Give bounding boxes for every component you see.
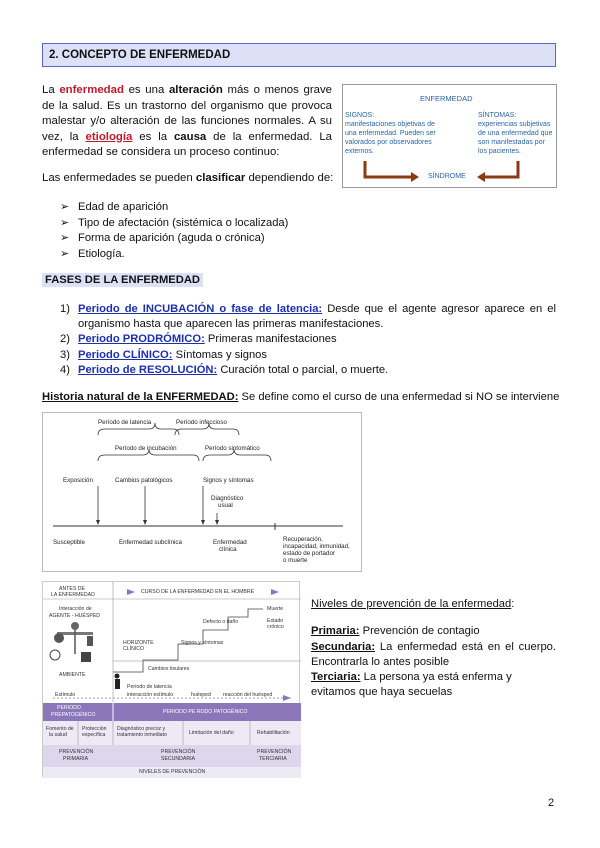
label-exposicion: Exposición	[63, 477, 93, 484]
label-curso: CURSO DE LA ENFERMEDAD EN EL HOMBRE	[141, 589, 255, 595]
label-antes: ANTES DE	[59, 586, 85, 592]
sintomas-line: son manifestadas por	[478, 139, 545, 146]
person-icon	[115, 679, 120, 689]
left-arrowhead	[411, 172, 419, 182]
historia-sentence	[42, 391, 559, 403]
phase-term: Periodo PRODRÓMICO:	[78, 333, 205, 346]
person-icon	[115, 674, 120, 679]
label-susceptible: Susceptible	[53, 539, 85, 546]
primaria-term: Primaria:	[311, 625, 360, 638]
enf-title: ENFERMEDAD	[420, 94, 473, 103]
label-ambiente: AMBIENTE	[59, 672, 86, 678]
page-number: 2	[548, 797, 555, 809]
phase-desc: Curación total o parcial, o muerte.	[217, 363, 389, 376]
bullet-marker: ➢	[60, 216, 70, 229]
historia-term: Historia natural de la ENFERMEDAD:	[42, 391, 239, 403]
classify-text: dependiendo de:	[245, 172, 334, 184]
phase-desc: Primeras manifestaciones	[204, 333, 337, 346]
prevention-terciaria	[311, 670, 556, 701]
label-diagprecoz: Diagnóstico precoz y	[117, 726, 166, 732]
label-sintomatico: Período sintomático	[205, 445, 260, 452]
label-prev-secundaria: SECUNDARIA	[161, 756, 196, 762]
natural-history-diagram	[42, 412, 362, 572]
label-estado: crónico	[267, 624, 284, 630]
phase-number: 2)	[60, 333, 70, 346]
arrowhead	[201, 520, 205, 525]
label-subclinica: Enfermedad subclínica	[119, 539, 182, 546]
label-latencia: Período de latencia	[98, 419, 152, 426]
scale-top	[71, 622, 79, 630]
bullet-marker: ➢	[60, 201, 70, 213]
label-proteccion: específica	[82, 732, 106, 738]
niveles-heading	[311, 597, 556, 612]
phase-item	[60, 302, 556, 332]
list-item	[60, 247, 288, 263]
label-clinica: clínica	[219, 546, 237, 553]
label-prev-secundaria: PREVENCIÓN	[161, 749, 196, 755]
phase-number: 3)	[60, 348, 70, 361]
bullet-marker: ➢	[60, 232, 70, 244]
phase-text	[78, 332, 337, 347]
label-fomento: la salud	[49, 732, 67, 738]
sintomas-line: experiencias subjetivas	[478, 121, 551, 128]
label-agente: AGENTE - HUÉSPED	[49, 613, 101, 619]
label-cambios: Cambios patológicos	[115, 477, 173, 484]
sindrome-label: SÍNDROME	[428, 173, 466, 180]
label-recuperacion: Recuperación,	[283, 536, 323, 543]
label-signos: Signos y síntomas	[181, 640, 224, 646]
enfermedad-diagram	[342, 84, 557, 188]
right-arrow	[485, 161, 518, 177]
label-infeccioso: Período infeccioso	[176, 419, 227, 426]
section-title: 2. CONCEPTO DE ENFERMEDAD	[42, 43, 556, 67]
term-alteracion: alteración	[168, 84, 223, 96]
sintomas-line: los pacientes.	[478, 148, 521, 155]
list-item-text: Edad de aparición	[78, 201, 169, 213]
label-defecto: Defecto o daño	[203, 619, 239, 625]
prevention-levels-text	[311, 597, 556, 701]
label-diagnostico: usual	[218, 502, 233, 509]
signos-line: una enfermedad. Pueden ser	[345, 130, 436, 137]
phase-item	[60, 348, 556, 363]
label-estado: Estado	[267, 618, 284, 624]
intro-text: es una	[123, 84, 169, 96]
list-item	[60, 216, 288, 232]
label-limitacion: Limitación del daño	[189, 730, 234, 736]
primaria-desc: Prevención de contagio	[359, 625, 480, 638]
terciaria-term: Terciaria:	[311, 671, 361, 684]
bullet-marker: ➢	[60, 247, 70, 260]
phase-term: Periodo CLÍNICO:	[78, 348, 173, 361]
label-reaccion: reacción del huésped	[223, 692, 273, 698]
right-arrowhead	[477, 172, 485, 182]
label-latencia: Período de latencia	[127, 684, 172, 690]
host-icon	[87, 636, 93, 646]
classification-list	[60, 200, 288, 262]
label-prepatogenico: PREPATOGÉNICO	[51, 712, 96, 718]
phase-text	[78, 348, 267, 363]
phase-term: Periodo de RESOLUCIÓN:	[78, 363, 218, 376]
phase-term: Periodo de INCUBACIÓN o fase de latencia:	[78, 303, 323, 315]
label-incubacion: Período de incubación	[115, 445, 177, 452]
phase-desc: Desde que el agente agresor aparece en el organismo hasta que aparecen las primeras manifestaciones.	[78, 303, 557, 331]
classify-sentence	[42, 171, 333, 187]
niveles-heading-text: Niveles de prevención de la enfermedad	[311, 598, 512, 610]
prevention-secundaria	[311, 640, 556, 671]
label-prev-primaria: PRIMARIA	[63, 756, 89, 762]
sintomas-line: de una enfermedad que	[478, 130, 553, 137]
label-proteccion: Protección	[82, 726, 107, 732]
label-prev-terciaria: PREVENCIÓN	[257, 749, 292, 755]
intro-paragraph	[42, 83, 332, 161]
list-item	[60, 200, 288, 216]
arrow-icon	[283, 695, 291, 701]
phases-list	[60, 302, 556, 378]
label-antes: LA ENFERMEDAD	[51, 592, 95, 598]
sintomas-line: SÍNTOMAS:	[478, 112, 517, 119]
label-interaccion2: interacción estímulo	[127, 692, 174, 698]
list-item-text: Etiología.	[78, 247, 125, 260]
globe-icon	[50, 650, 60, 660]
label-prev-terciaria: TERCIARIA	[259, 756, 287, 762]
phase-text	[78, 363, 388, 378]
label-estimulo: Estímulo	[55, 692, 76, 698]
label-cambios: Cambios tisulares	[148, 666, 190, 672]
list-item-text: Forma de aparición (aguda o crónica)	[78, 232, 265, 244]
label-patogenico: PERIODO PE RODO PATOGÉNICO	[163, 709, 248, 715]
intro-text: La	[42, 84, 60, 96]
fases-heading: FASES DE LA ENFERMEDAD	[42, 273, 203, 287]
arrow-icon	[271, 589, 279, 595]
label-signos: Signos y síntomas	[203, 477, 254, 484]
label-niveles: NIVELES DE PREVENCIÓN	[139, 769, 206, 775]
classify-text: Las enfermedades se pueden	[42, 172, 196, 184]
term-clasificar: clasificar	[195, 172, 246, 184]
term-enfermedad: enfermedad	[59, 84, 124, 96]
label-huesped: huésped	[191, 692, 211, 698]
label-fomento: Fomento de	[46, 726, 74, 732]
label-interaccion: Interacción de	[59, 606, 92, 612]
phase-text	[78, 302, 556, 332]
label-recuperacion: incapacidad, inmunidad,	[283, 543, 350, 550]
phase-number: 1)	[60, 303, 70, 315]
label-diagprecoz: tratamiento inmediato	[117, 732, 167, 738]
secundaria-desc: La enfermedad está en el cuerpo. Encontrarla lo antes posible	[311, 640, 556, 668]
signos-line: valorados por observadores	[345, 139, 432, 146]
signos-line: externos.	[345, 148, 374, 155]
label-recuperacion: o muerte	[283, 557, 308, 564]
secundaria-term: Secundaria:	[311, 640, 376, 653]
list-item-text: Tipo de afectación (sistémica o localizada)	[78, 216, 289, 229]
term-etiologia: etiología	[85, 130, 133, 143]
intro-text: de la enfermedad. La enfermedad se considera un proceso continuo:	[42, 130, 333, 158]
term-causa: causa	[173, 130, 207, 143]
intro-text: más o menos grave de la salud. Es un trastorno del organismo que provoca malestar y/o alteración de las funciones normales. A su vez, la	[42, 84, 332, 143]
label-horizonte: HORIZONTE	[123, 640, 154, 646]
host-icon	[81, 652, 91, 662]
signos-line: manifestaciones objetivas de	[345, 121, 435, 128]
arrow-icon	[127, 589, 135, 595]
niveles-colon: :	[511, 598, 515, 610]
arrowhead	[143, 520, 147, 525]
intro-text: es la	[132, 130, 174, 143]
phase-number: 4)	[60, 363, 70, 376]
label-horizonte: CLÍNICO	[123, 646, 145, 652]
left-arrow	[365, 161, 411, 177]
list-item	[60, 231, 288, 247]
arrowhead	[215, 520, 219, 525]
agent-icon	[54, 633, 64, 643]
label-rehabilitacion: Rehabilitación	[257, 730, 290, 736]
label-prepatogenico: PERIODO	[57, 705, 81, 711]
label-diagnostico: Diagnóstico	[211, 495, 244, 502]
phase-item	[60, 363, 556, 378]
label-prev-primaria: PREVENCIÓN	[59, 749, 94, 755]
arrowhead	[96, 520, 100, 525]
label-clinica: Enfermedad	[213, 539, 247, 546]
prevention-primaria	[311, 624, 556, 639]
historia-desc: Se define como el curso de una enfermedad si NO se interviene	[238, 391, 560, 403]
phase-desc: Síntomas y signos	[172, 348, 267, 361]
label-muerte: Muerte	[267, 606, 284, 612]
phase-item	[60, 332, 556, 347]
terciaria-desc: La persona ya está enferma y evitamos que haya secuelas	[311, 671, 512, 699]
signos-line: SIGNOS:	[345, 112, 375, 119]
prevention-levels-diagram	[42, 581, 300, 777]
label-recuperacion: estado de portador	[283, 550, 335, 557]
